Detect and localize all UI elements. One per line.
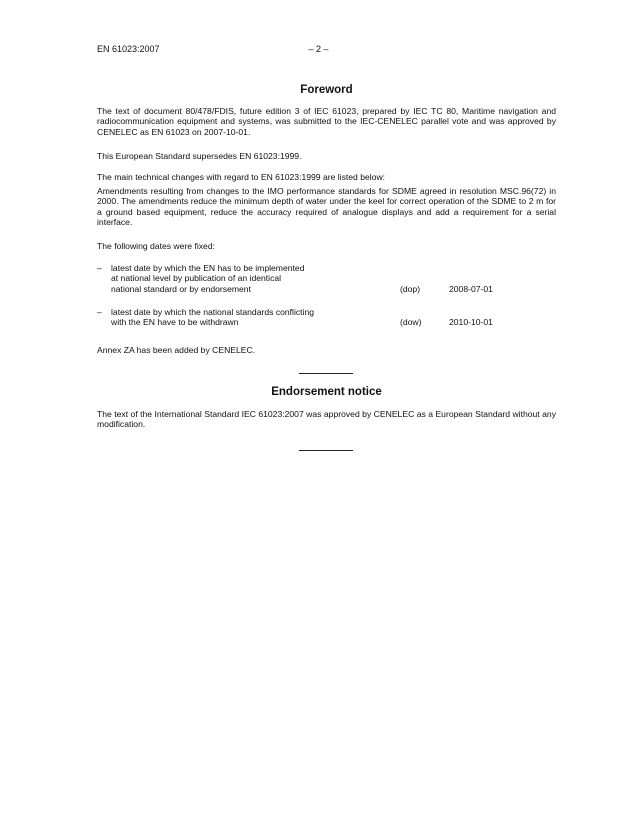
- date-item-line: latest date by which the national standards conflicting: [111, 307, 315, 317]
- section-divider: [299, 373, 353, 374]
- section-divider: [299, 450, 353, 451]
- date-abbreviation: (dow): [400, 317, 422, 328]
- foreword-paragraph-3: The main technical changes with regard to EN 61023:1999 are listed below:: [97, 172, 386, 182]
- date-item-dop: [97, 263, 556, 295]
- list-dash: –: [97, 307, 102, 317]
- date-item-line: at national level by publication of an identical: [111, 273, 282, 284]
- foreword-title: Foreword: [300, 84, 353, 96]
- foreword-paragraph-6: Annex ZA has been added by CENELEC.: [97, 345, 256, 355]
- foreword-paragraph-5: The following dates were fixed:: [97, 241, 215, 251]
- date-item-dow: [97, 307, 556, 329]
- date-value: 2008-07-01: [449, 283, 493, 294]
- endorsement-paragraph: The text of the International Standard IEC 61023:2007 was approved by CENELEC as a European Standard without any modification.: [97, 409, 556, 430]
- date-item-text: [111, 307, 381, 328]
- endorsement-title: Endorsement notice: [271, 386, 382, 398]
- page-number: – 2 –: [308, 44, 329, 54]
- date-item-line: latest date by which the EN has to be implemented: [111, 263, 305, 273]
- list-dash: –: [97, 263, 102, 273]
- date-item-text: [111, 263, 381, 294]
- foreword-paragraph-2: This European Standard supersedes EN 61023:1999.: [97, 151, 302, 161]
- foreword-paragraph-1: The text of document 80/478/FDIS, future edition 3 of IEC 61023, prepared by IEC TC 80, Maritime navigation and radiocommunication equipment and systems, was submitted to the IEC-CENELEC parallel vote and was approved by CENELEC as EN 61023 on 2007-10-01.: [97, 106, 556, 137]
- foreword-paragraph-4: Amendments resulting from changes to the IMO performance standards for SDME agreed in resolution MSC.96(72) in 2000. The amendments reduce the minimum depth of water under the keel for correct operation of the SDME to 2 m for a ground based equipment, reduce the accuracy required of analogue displays and add a requirement for a serial interface.: [97, 186, 556, 228]
- date-item-line: with the EN have to be withdrawn: [111, 317, 239, 328]
- date-item-line: national standard or by endorsement: [111, 283, 251, 294]
- document-id: EN 61023:2007: [97, 44, 160, 54]
- date-value: 2010-10-01: [449, 317, 493, 328]
- date-abbreviation: (dop): [400, 283, 421, 294]
